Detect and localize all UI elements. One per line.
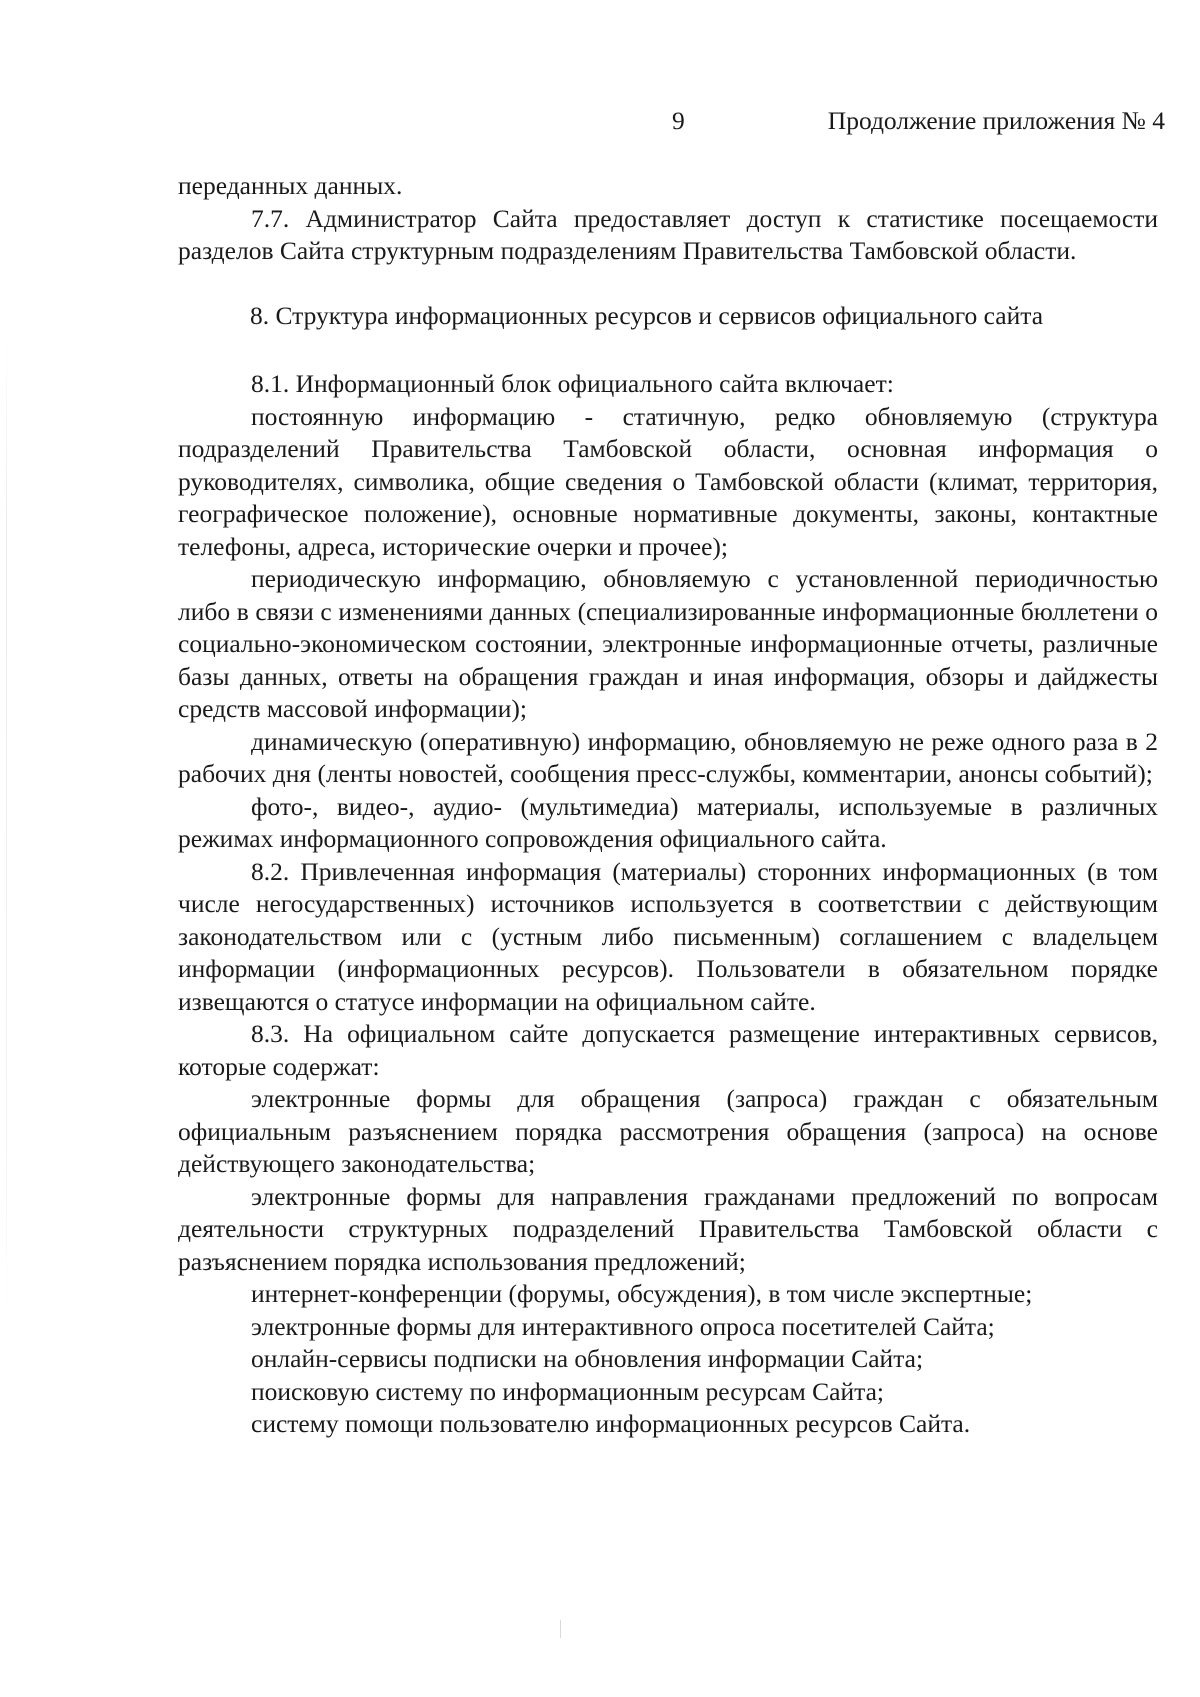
paragraph-8-3-subscriptions: онлайн-сервисы подписки на обновления информации Сайта; xyxy=(251,1344,924,1373)
paragraph-8-3-survey-forms: электронные формы для интерактивного опроса посетителей Сайта; xyxy=(251,1311,995,1341)
paragraph-8-1-periodic-info: периодическую информацию, обновляемую с установленной периодичностью либо в связи с изменениями данных (специализированные информационные бюллетени о социально-экономическом состоянии, электронные информационные отчеты, различные базы данных, ответы на обращения граждан и иная информация, обзоры и дайджесты средств массовой информации); xyxy=(178,564,1158,723)
section-8-title: 8. Структура информационных ресурсов и сервисов официального сайта xyxy=(250,300,1044,330)
paragraph-8-3-proposal-forms: электронные формы для направления гражданами предложений по вопросам деятельности структурных подразделений Правительства Тамбовской области с разъяснением порядка использования предложений; xyxy=(178,1181,1158,1276)
paragraph-8-2: 8.2. Привлеченная информация (материалы) сторонних информационных (в том числе негосударственных) источников используется в соответствии с действующим законодательством или с (устным либо письменным) соглашением с владельцем информации (информационных ресурсов). Пользователи в обязательном порядке извещаются о статусе информации на официальном сайте. xyxy=(178,856,1158,1016)
document-body xyxy=(178,170,1158,1441)
paragraph-8-3: 8.3. На официальном сайте допускается размещение интерактивных сервисов, которые содержат: xyxy=(178,1019,1158,1081)
paragraph-8-1-multimedia: фото-, видео-, аудио- (мультимедиа) материалы, используемые в различных режимах информационного сопровождения официального сайта. xyxy=(178,791,1158,853)
scan-mark xyxy=(560,1620,561,1638)
paragraph-continuation: переданных данных. xyxy=(178,171,403,200)
paragraph-7-7: 7.7. Администратор Сайта предоставляет доступ к статистике посещаемости разделов Сайта структурным подразделениям Правительства Тамбовской области. xyxy=(178,203,1158,265)
paragraph-8-1: 8.1. Информационный блок официального сайта включает: xyxy=(251,369,894,398)
paragraph-8-1-permanent-info: постоянную информацию - статичную, редко обновляемую (структура подразделений Правительства Тамбовской области, основная информация о руководителях, символика, общие сведения о Тамбовской области (климат, территория, географическое положение), основные нормативные документы, законы, контактные телефоны, адреса, исторические очерки и прочее); xyxy=(178,401,1158,561)
appendix-caption: Продолжение приложения № 4 xyxy=(827,106,1165,135)
paragraph-8-3-request-forms: электронные формы для обращения (запроса) граждан с обязательным официальным разъяснением порядка рассмотрения обращения (запроса) на основе действующего законодательства; xyxy=(178,1084,1158,1178)
paragraph-8-3-help: систему помощи пользователю информационных ресурсов Сайта. xyxy=(251,1409,971,1438)
page-number: 9 xyxy=(672,106,685,135)
paragraph-8-3-search: поисковую систему по информационным ресурсам Сайта; xyxy=(251,1376,884,1406)
page-header xyxy=(0,106,1200,146)
paragraph-8-1-dynamic-info: динамическую (оперативную) информацию, обновляемую не реже одного раза в 2 рабочих дня (ленты новостей, сообщения пресс-службы, комментарии, анонсы событий); xyxy=(178,726,1158,788)
paragraph-8-3-conferences: интернет-конференции (форумы, обсуждения), в том числе экспертные; xyxy=(251,1279,1033,1308)
scan-edge-line xyxy=(6,330,7,1330)
